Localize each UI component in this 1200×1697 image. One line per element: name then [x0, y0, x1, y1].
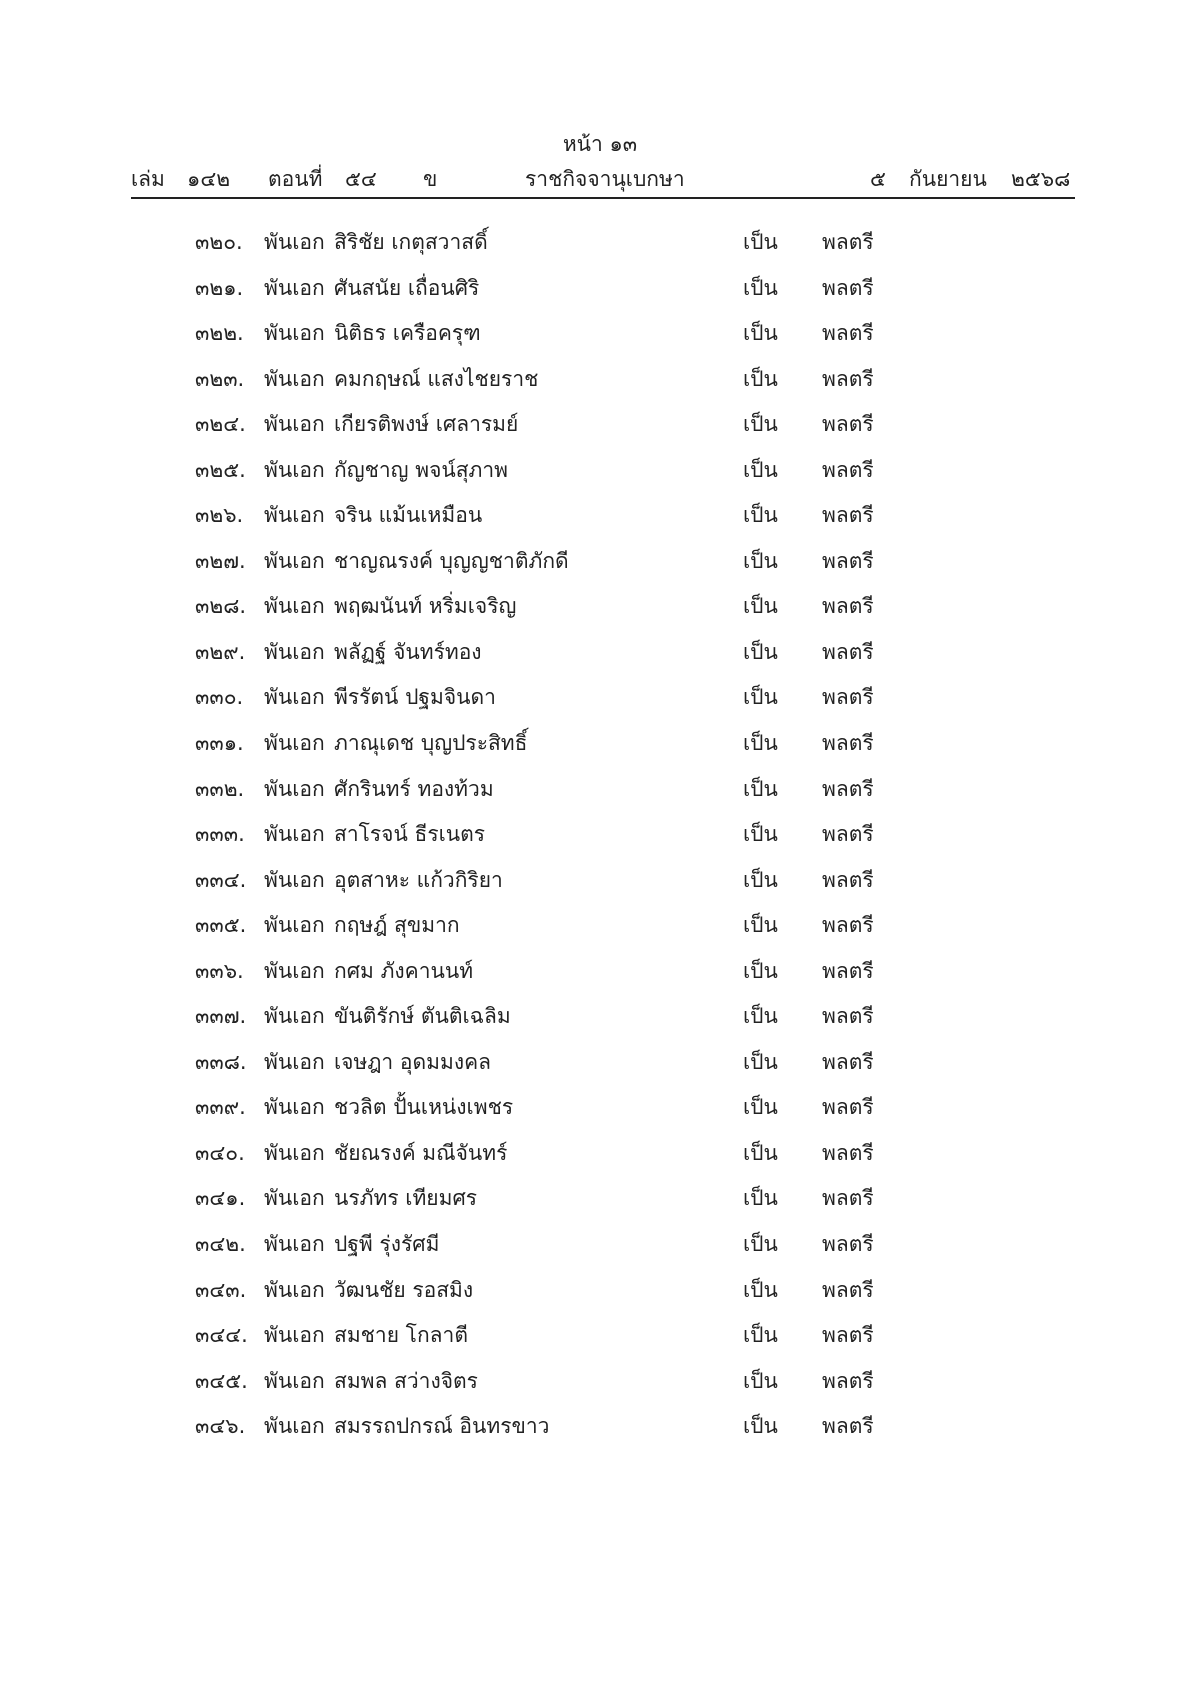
date-year: ๒๕๖๘ — [1011, 167, 1071, 191]
entry-number: ๓๓๑. — [195, 731, 244, 756]
issue-label: ตอนที่ — [268, 167, 323, 191]
be-word: เป็น — [743, 776, 778, 801]
be-word: เป็น — [743, 503, 778, 528]
list-item — [0, 1091, 1200, 1137]
person-name: พีรรัตน์ ปฐมจินดา — [334, 685, 496, 710]
entry-number: ๓๒๒. — [195, 321, 244, 346]
new-rank: พลตรี — [822, 275, 874, 300]
person-name: กฤษฎ์ สุขมาก — [334, 913, 460, 938]
person-name: อุตสาหะ แก้วกิริยา — [334, 867, 503, 892]
person-name: ชัยณรงค์ มณีจันทร์ — [334, 1140, 508, 1165]
new-rank: พลตรี — [822, 1368, 874, 1393]
current-rank: พันเอก — [264, 230, 325, 254]
current-rank: พันเอก — [264, 1368, 325, 1393]
volume-number: ๑๔๒ — [187, 167, 231, 191]
list-item — [0, 499, 1200, 545]
current-rank: พันเอก — [264, 776, 325, 801]
entry-number: ๓๓๖. — [195, 958, 244, 983]
new-rank: พลตรี — [822, 1277, 874, 1302]
list-item — [0, 1046, 1200, 1092]
current-rank: พันเอก — [264, 1186, 325, 1211]
be-word: เป็น — [743, 958, 778, 983]
person-name: สมพล สว่างจิตร — [334, 1368, 478, 1393]
current-rank: พันเอก — [264, 1414, 325, 1439]
be-word: เป็น — [743, 639, 778, 664]
list-item — [0, 636, 1200, 682]
person-name: เจษฎา อุดมมงคล — [334, 1049, 491, 1074]
entry-number: ๓๓๗. — [195, 1004, 247, 1029]
entry-number: ๓๓๒. — [195, 776, 245, 801]
current-rank: พันเอก — [264, 958, 325, 983]
new-rank: พลตรี — [822, 321, 874, 346]
current-rank: พันเอก — [264, 685, 325, 710]
person-name: กศม ภังคานนท์ — [334, 958, 474, 983]
gazette-header — [131, 163, 1075, 199]
new-rank: พลตรี — [822, 366, 874, 391]
person-name: ปฐพี รุ่งรัศมี — [334, 1232, 440, 1257]
new-rank: พลตรี — [822, 1232, 874, 1257]
entry-number: ๓๔๑. — [195, 1186, 246, 1211]
current-rank: พันเอก — [264, 457, 325, 482]
be-word: เป็น — [743, 1368, 778, 1393]
person-name: วัฒนชัย รอสมิง — [334, 1277, 474, 1302]
be-word: เป็น — [743, 1140, 778, 1165]
entry-number: ๓๓๙. — [195, 1095, 246, 1120]
list-item — [0, 1410, 1200, 1456]
list-item — [0, 317, 1200, 363]
be-word: เป็น — [743, 1186, 778, 1211]
entry-number: ๓๒๖. — [195, 503, 244, 528]
new-rank: พลตรี — [822, 867, 874, 892]
entry-number: ๓๓๕. — [195, 913, 247, 938]
new-rank: พลตรี — [822, 1323, 874, 1348]
be-word: เป็น — [743, 1095, 778, 1120]
entry-number: ๓๓๔. — [195, 867, 247, 892]
be-word: เป็น — [743, 548, 778, 573]
be-word: เป็น — [743, 867, 778, 892]
date-day: ๕ — [870, 167, 886, 191]
entry-number: ๓๔๖. — [195, 1414, 246, 1439]
current-rank: พันเอก — [264, 1049, 325, 1074]
be-word: เป็น — [743, 913, 778, 938]
new-rank: พลตรี — [822, 1004, 874, 1029]
be-word: เป็น — [743, 230, 778, 254]
list-item — [0, 590, 1200, 636]
new-rank: พลตรี — [822, 1140, 874, 1165]
current-rank: พันเอก — [264, 366, 325, 391]
person-name: คมกฤษณ์ แสงไชยราช — [334, 366, 539, 391]
person-name: ชาญณรงค์ บุญญชาติภักดี — [334, 548, 569, 573]
new-rank: พลตรี — [822, 230, 874, 254]
entry-number: ๓๔๓. — [195, 1277, 247, 1302]
entry-number: ๓๔๕. — [195, 1368, 248, 1393]
current-rank: พันเอก — [264, 639, 325, 664]
list-item — [0, 1182, 1200, 1228]
new-rank: พลตรี — [822, 731, 874, 756]
current-rank: พันเอก — [264, 548, 325, 573]
current-rank: พันเอก — [264, 503, 325, 528]
current-rank: พันเอก — [264, 1095, 325, 1120]
be-word: เป็น — [743, 1323, 778, 1348]
be-word: เป็น — [743, 1232, 778, 1257]
person-name: ชวลิต ปั้นเหน่งเพชร — [334, 1095, 514, 1120]
entry-number: ๓๒๐. — [195, 230, 243, 254]
be-word: เป็น — [743, 1004, 778, 1029]
list-item — [0, 272, 1200, 318]
entry-number: ๓๔๒. — [195, 1232, 246, 1257]
current-rank: พันเอก — [264, 275, 325, 300]
person-name: เกียรติพงษ์ เศลารมย์ — [334, 412, 519, 437]
entry-number: ๓๒๙. — [195, 639, 246, 664]
list-item — [0, 773, 1200, 819]
list-item — [0, 1228, 1200, 1274]
person-name: นรภัทร เทียมศร — [334, 1186, 478, 1211]
person-name: จริน แม้นเหมือน — [334, 503, 483, 528]
be-word: เป็น — [743, 1049, 778, 1074]
volume-label: เล่ม — [131, 167, 165, 191]
list-item — [0, 226, 1200, 272]
person-name: กัญชาญ พจน์สุภาพ — [334, 457, 509, 482]
list-item — [0, 545, 1200, 591]
person-name: ศันสนัย เถื่อนศิริ — [334, 275, 480, 300]
list-item — [0, 909, 1200, 955]
new-rank: พลตรี — [822, 822, 874, 847]
be-word: เป็น — [743, 275, 778, 300]
be-word: เป็น — [743, 822, 778, 847]
header-divider — [131, 197, 1075, 199]
person-name: สมรรถปกรณ์ อินทรขาว — [334, 1414, 550, 1439]
person-name: สิริชัย เกตุสวาสดิ์ — [334, 230, 488, 254]
entry-number: ๓๔๐. — [195, 1140, 245, 1165]
issue-number: ๕๔ — [345, 167, 377, 191]
person-name: สาโรจน์ ธีรเนตร — [334, 822, 486, 847]
be-word: เป็น — [743, 1414, 778, 1439]
new-rank: พลตรี — [822, 412, 874, 437]
entry-number: ๓๓๓. — [195, 822, 245, 847]
list-item — [0, 1137, 1200, 1183]
new-rank: พลตรี — [822, 1095, 874, 1120]
page-number: หน้า ๑๓ — [562, 132, 638, 156]
current-rank: พันเอก — [264, 1323, 325, 1348]
date-month: กันยายน — [909, 167, 987, 191]
be-word: เป็น — [743, 321, 778, 346]
entry-number: ๓๒๔. — [195, 412, 246, 437]
new-rank: พลตรี — [822, 1049, 874, 1074]
current-rank: พันเอก — [264, 1277, 325, 1302]
be-word: เป็น — [743, 412, 778, 437]
person-name: พลัฏฐ์ จันทร์ทอง — [334, 639, 482, 664]
be-word: เป็น — [743, 457, 778, 482]
current-rank: พันเอก — [264, 867, 325, 892]
list-item — [0, 1319, 1200, 1365]
new-rank: พลตรี — [822, 776, 874, 801]
be-word: เป็น — [743, 366, 778, 391]
list-item — [0, 454, 1200, 500]
current-rank: พันเอก — [264, 913, 325, 938]
current-rank: พันเอก — [264, 1140, 325, 1165]
list-item — [0, 408, 1200, 454]
current-rank: พันเอก — [264, 1232, 325, 1257]
new-rank: พลตรี — [822, 594, 874, 619]
new-rank: พลตรี — [822, 685, 874, 710]
current-rank: พันเอก — [264, 822, 325, 847]
new-rank: พลตรี — [822, 639, 874, 664]
entry-number: ๓๒๘. — [195, 594, 247, 619]
current-rank: พันเอก — [264, 731, 325, 756]
person-name: สมชาย โกลาตี — [334, 1323, 468, 1348]
new-rank: พลตรี — [822, 958, 874, 983]
person-name: ภาณุเดช บุญประสิทธิ์ — [334, 731, 528, 756]
entry-number: ๓๓๐. — [195, 685, 244, 710]
person-name: พฤฒนันท์ หริ่มเจริญ — [334, 594, 517, 619]
entry-number: ๓๒๑. — [195, 275, 244, 300]
person-name: นิติธร เครือครุฑ — [334, 321, 481, 346]
new-rank: พลตรี — [822, 457, 874, 482]
current-rank: พันเอก — [264, 321, 325, 346]
list-item — [0, 1000, 1200, 1046]
new-rank: พลตรี — [822, 503, 874, 528]
list-item — [0, 818, 1200, 864]
section-letter: ข — [423, 167, 438, 191]
list-item — [0, 1274, 1200, 1320]
list-item — [0, 681, 1200, 727]
current-rank: พันเอก — [264, 412, 325, 437]
new-rank: พลตรี — [822, 1186, 874, 1211]
entry-number: ๓๒๗. — [195, 548, 246, 573]
list-item — [0, 955, 1200, 1001]
entry-number: ๓๔๔. — [195, 1323, 248, 1348]
current-rank: พันเอก — [264, 1004, 325, 1029]
be-word: เป็น — [743, 594, 778, 619]
entry-number: ๓๒๓. — [195, 366, 245, 391]
entry-number: ๓๓๘. — [195, 1049, 247, 1074]
entry-number: ๓๒๕. — [195, 457, 246, 482]
gazette-title: ราชกิจจานุเบกษา — [525, 167, 685, 191]
new-rank: พลตรี — [822, 1414, 874, 1439]
current-rank: พันเอก — [264, 594, 325, 619]
list-item — [0, 363, 1200, 409]
person-name: ศักรินทร์ ทองท้วม — [334, 776, 494, 801]
list-item — [0, 1365, 1200, 1411]
be-word: เป็น — [743, 731, 778, 756]
be-word: เป็น — [743, 1277, 778, 1302]
promotion-list — [0, 226, 1200, 1456]
new-rank: พลตรี — [822, 913, 874, 938]
person-name: ขันติรักษ์ ตันติเฉลิม — [334, 1004, 511, 1029]
new-rank: พลตรี — [822, 548, 874, 573]
be-word: เป็น — [743, 685, 778, 710]
list-item — [0, 864, 1200, 910]
list-item — [0, 727, 1200, 773]
